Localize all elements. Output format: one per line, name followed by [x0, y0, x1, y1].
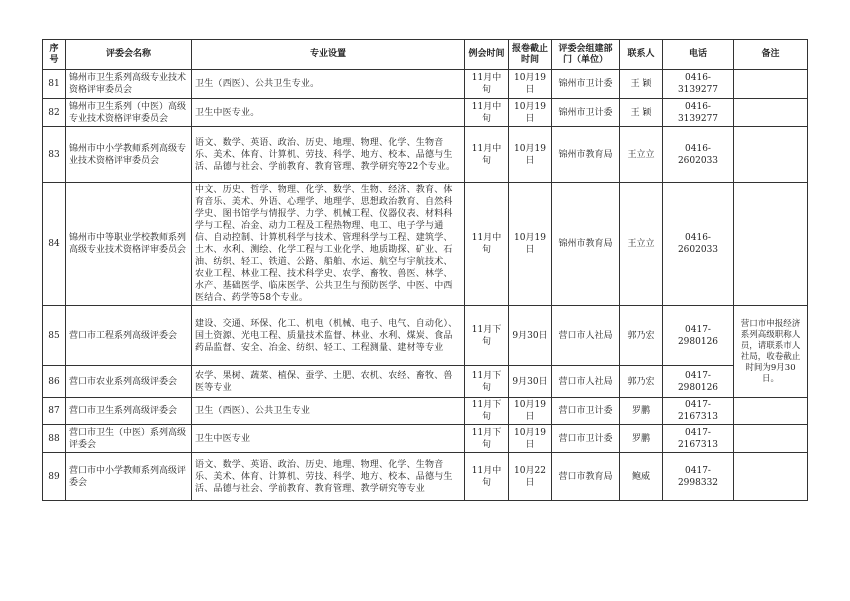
header-seq: 序号	[43, 40, 66, 70]
header-deadline: 报卷截止时间	[509, 40, 552, 70]
row-meeting: 11月下旬	[465, 398, 509, 425]
row-name: 锦州市中小学教师系列高级专业技术资格评审委员会	[66, 127, 192, 183]
row-scope: 卫生（西医）、公共卫生专业。	[192, 70, 465, 99]
header-contact: 联系人	[620, 40, 663, 70]
row-seq: 83	[43, 127, 66, 183]
remark-note: 营口市申报经济系列高级职称人员，请联系市人社局，收卷截止时间为9月30日。	[734, 306, 808, 398]
row-remark	[734, 183, 808, 306]
row-phone: 0416-3139277	[663, 99, 734, 127]
row-scope: 卫生中医专业。	[192, 99, 465, 127]
row-name: 营口市农业系列高级评委会	[66, 366, 192, 398]
row-deadline: 9月30日	[509, 366, 552, 398]
row-remark	[734, 453, 808, 501]
row-dept: 营口市教育局	[552, 453, 620, 501]
row-name: 锦州市卫生系列（中医）高级专业技术资格评审委员会	[66, 99, 192, 127]
row-scope: 中文、历史、哲学、物理、化学、数学、生物、经济、教育、体育音乐、美术、外语、心理学、地理学、思想政治教育、自然科学史、图书馆学与情报学、力学、机械工程、仪器仪表、材料科学与工程、冶金、动力工程及工程热物理、电工、电子学与通信、自动控制、计算机科学与技术、管理科学与工程、建筑学、土木、水利、测绘、化学工程与工业化学、地质勘探、矿业、石油、纺织、轻工、铁道、公路、船舶、水运、航空与宇航技术、农业工程、林业工程、技术科学史、农学、畜牧、兽医、林学、水产、基础医学、临床医学、公共卫生与预防医学、中医、中西医结合、药学等58个专业。	[192, 183, 465, 306]
row-contact: 王 颖	[620, 70, 663, 99]
row-meeting: 11月下旬	[465, 366, 509, 398]
row-dept: 营口市卫计委	[552, 398, 620, 425]
row-contact: 郭乃宏	[620, 306, 663, 366]
header-phone: 电话	[663, 40, 734, 70]
row-scope: 语文、数学、英语、政治、历史、地理、物理、化学、生物音乐、美术、体育、计算机、劳技、科学、地方、校本、品德与生活、品德与社会、学前教育、教育管理、教学研究等专业	[192, 453, 465, 501]
row-seq: 89	[43, 453, 66, 501]
table-row	[43, 453, 808, 501]
row-remark	[734, 425, 808, 453]
table-row	[43, 306, 808, 366]
table-row	[43, 99, 808, 127]
header-meeting: 例会时间	[465, 40, 509, 70]
row-seq: 86	[43, 366, 66, 398]
row-contact: 罗鹏	[620, 398, 663, 425]
row-phone: 0417-2980126	[663, 366, 734, 398]
row-phone: 0416-3139277	[663, 70, 734, 99]
row-dept: 锦州市教育局	[552, 127, 620, 183]
row-meeting: 11月下旬	[465, 425, 509, 453]
row-meeting: 11月中旬	[465, 453, 509, 501]
row-deadline: 10月19日	[509, 425, 552, 453]
row-name: 营口市卫生系列高级评委会	[66, 398, 192, 425]
row-meeting: 11月中旬	[465, 99, 509, 127]
row-remark	[734, 398, 808, 425]
table-row	[43, 425, 808, 453]
row-name: 营口市工程系列高级评委会	[66, 306, 192, 366]
header-row	[43, 40, 808, 70]
row-phone: 0416-2602033	[663, 127, 734, 183]
row-name: 营口市中小学教师系列高级评委会	[66, 453, 192, 501]
row-remark	[734, 127, 808, 183]
table-row	[43, 183, 808, 306]
row-contact: 郭乃宏	[620, 366, 663, 398]
evaluation-committee-table	[42, 39, 808, 501]
table-row	[43, 398, 808, 425]
header-name: 评委会名称	[66, 40, 192, 70]
row-seq: 85	[43, 306, 66, 366]
row-meeting: 11月中旬	[465, 127, 509, 183]
row-dept: 锦州市教育局	[552, 183, 620, 306]
row-seq: 88	[43, 425, 66, 453]
row-contact: 王立立	[620, 183, 663, 306]
row-seq: 87	[43, 398, 66, 425]
table-row	[43, 127, 808, 183]
row-phone: 0417-2998332	[663, 453, 734, 501]
row-scope: 卫生中医专业	[192, 425, 465, 453]
row-phone: 0417-2980126	[663, 306, 734, 366]
row-scope: 农学、果树、蔬菜、植保、蚕学、土肥、农机、农经、畜牧、兽医等专业	[192, 366, 465, 398]
row-name: 锦州市卫生系列高级专业技术资格评审委员会	[66, 70, 192, 99]
row-name: 锦州市中等职业学校教师系列高级专业技术资格评审委员会	[66, 183, 192, 306]
row-dept: 营口市人社局	[552, 366, 620, 398]
row-deadline: 10月19日	[509, 398, 552, 425]
row-remark	[734, 70, 808, 99]
row-seq: 84	[43, 183, 66, 306]
row-phone: 0416-2602033	[663, 183, 734, 306]
row-deadline: 9月30日	[509, 306, 552, 366]
header-remark: 备注	[734, 40, 808, 70]
row-contact: 王 颖	[620, 99, 663, 127]
row-scope: 卫生（西医）、公共卫生专业	[192, 398, 465, 425]
row-deadline: 10月19日	[509, 183, 552, 306]
row-scope: 语文、数学、英语、政治、历史、地理、物理、化学、生物音乐、美术、体育、计算机、劳技、科学、地方、校本、品德与生活、品德与社会、学前教育、教育管理、教学研究等22个专业。	[192, 127, 465, 183]
header-scope: 专业设置	[192, 40, 465, 70]
table-row	[43, 366, 808, 398]
row-name: 营口市卫生（中医）系列高级评委会	[66, 425, 192, 453]
row-remark	[734, 99, 808, 127]
row-seq: 82	[43, 99, 66, 127]
row-deadline: 10月19日	[509, 99, 552, 127]
row-contact: 王立立	[620, 127, 663, 183]
row-meeting: 11月下旬	[465, 306, 509, 366]
row-scope: 建设、交通、环保、化工、机电（机械、电子、电气、自动化）、国土资源、光电工程、质量技术监督、林业、水利、煤炭、食品药品监督、安全、冶金、纺织、轻工、工程测量、建材等专业	[192, 306, 465, 366]
row-deadline: 10月19日	[509, 70, 552, 99]
row-deadline: 10月19日	[509, 127, 552, 183]
row-phone: 0417-2167313	[663, 425, 734, 453]
table-row	[43, 70, 808, 99]
row-meeting: 11月中旬	[465, 70, 509, 99]
header-dept: 评委会组建部门（单位）	[552, 40, 620, 70]
row-contact: 罗鹏	[620, 425, 663, 453]
row-meeting: 11月中旬	[465, 183, 509, 306]
row-phone: 0417-2167313	[663, 398, 734, 425]
row-dept: 锦州市卫计委	[552, 70, 620, 99]
row-dept: 营口市卫计委	[552, 425, 620, 453]
row-contact: 鲍威	[620, 453, 663, 501]
row-seq: 81	[43, 70, 66, 99]
row-dept: 营口市人社局	[552, 306, 620, 366]
row-deadline: 10月22日	[509, 453, 552, 501]
row-dept: 锦州市卫计委	[552, 99, 620, 127]
